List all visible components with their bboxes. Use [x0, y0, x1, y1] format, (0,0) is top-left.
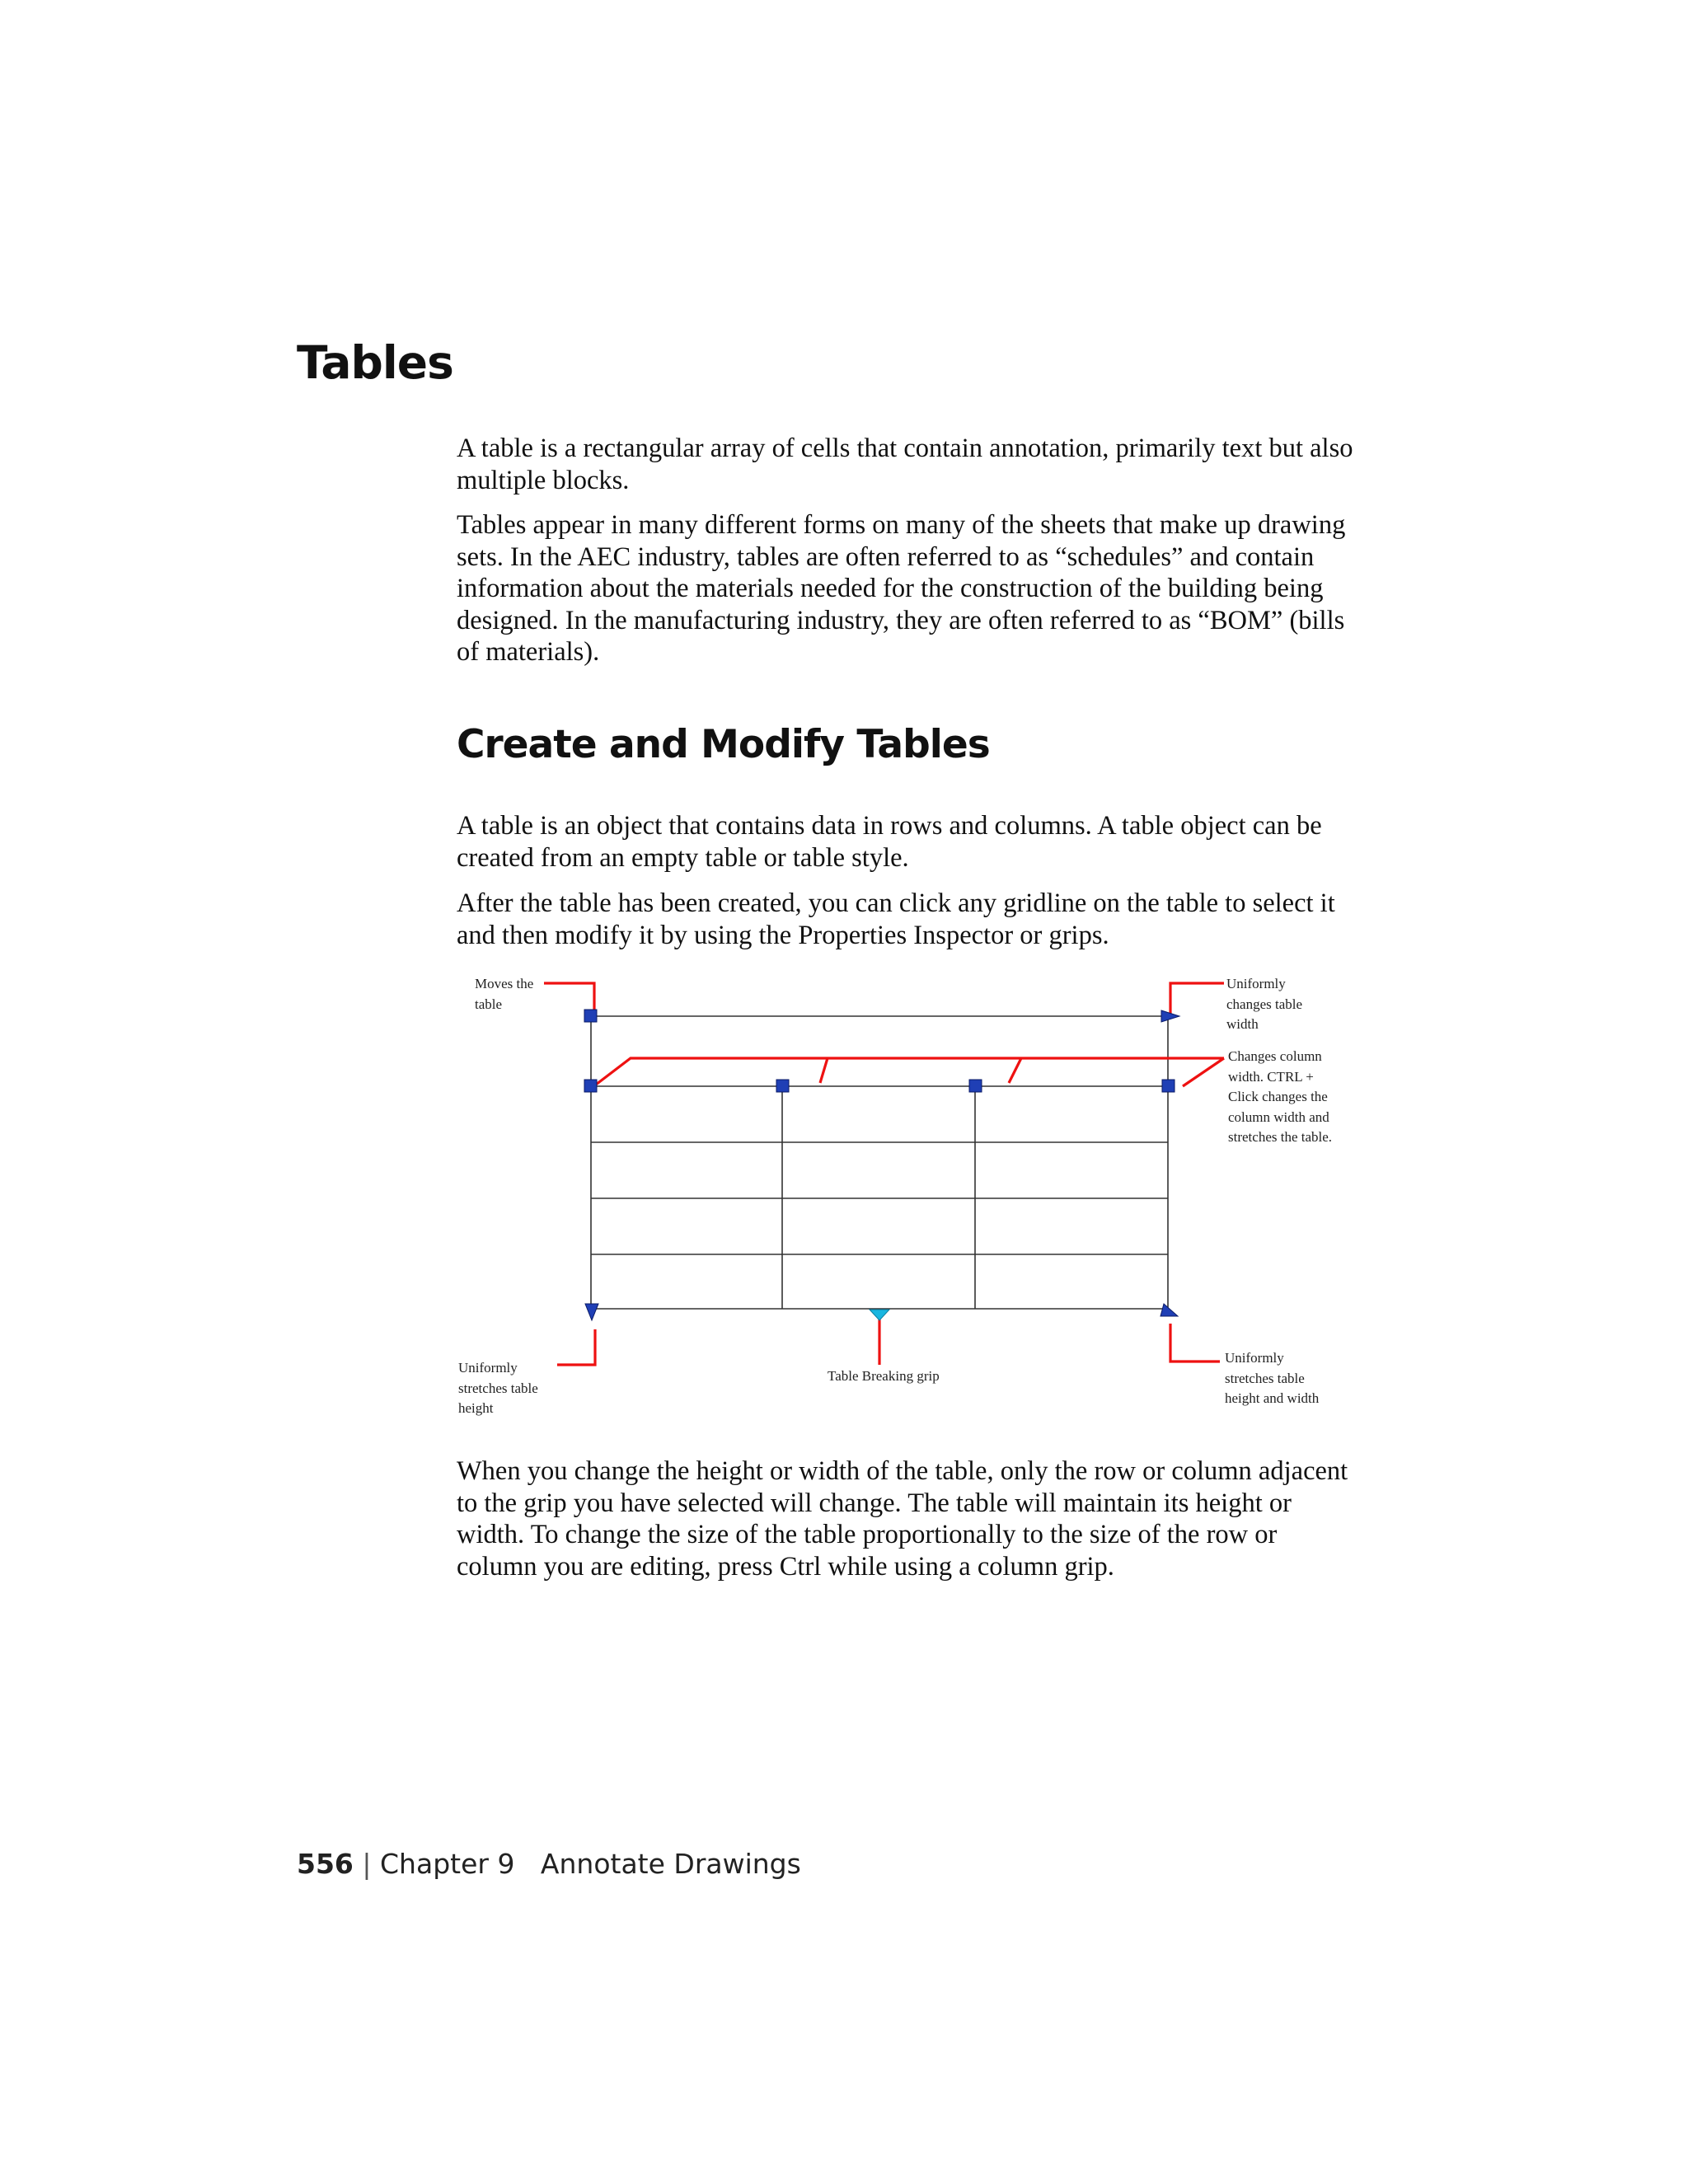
- leader-uniform-width: [1170, 983, 1224, 1014]
- column-grip-icon[interactable]: [584, 1080, 597, 1092]
- table-grips-figure: [445, 964, 1368, 1434]
- intro-paragraph-1: A table is a rectangular array of cells that contain annotation, primarily text but also multiple blocks.: [457, 434, 1353, 495]
- callout-column-width: Changes column width. CTRL + Click changes the column width and stretches the table.: [1228, 1048, 1333, 1145]
- column-grip-icon[interactable]: [1162, 1080, 1175, 1092]
- table-breaking-grip-icon[interactable]: [870, 1310, 889, 1320]
- callout-uniform-height-width: Uniformly stretches table height and width: [1225, 1350, 1320, 1406]
- callout-uniform-width: Uniformly changes table width: [1226, 976, 1303, 1032]
- section-paragraph-1: A table is an object that contains data in rows and columns. A table object can be created from an empty table or table style.: [457, 811, 1322, 873]
- closing-paragraph: When you change the height or width of the table, only the row or column adjacent to the grip you have selected will change. The table will maintain its height or width. To change the size of the table proportionally to the size of the row or column you are editing, press Ctrl while using a column grip.: [457, 1456, 1348, 1582]
- chapter-title: Annotate Drawings: [540, 1848, 801, 1880]
- callout-leaders: [544, 983, 1224, 1365]
- section-paragraph-2: After the table has been created, you can click any gridline on the table to select it and then modify it by using the Properties Inspector or grips.: [457, 888, 1335, 950]
- column-grip-icon[interactable]: [969, 1080, 982, 1092]
- intro-paragraph-2: Tables appear in many different forms on many of the sheets that make up drawing sets. In the AEC industry, tables are often referred to as “schedules” and contain information about the materials needed for the construction of the building being designed. In the manufacturing industry, they are often referred to as “BOM” (bills of materials).: [457, 510, 1346, 667]
- leader-column-width-3: [1009, 1058, 1021, 1083]
- column-grip-icon[interactable]: [776, 1080, 789, 1092]
- callout-moves-table: Moves the table: [475, 976, 534, 1012]
- chapter-label: Chapter 9: [380, 1848, 515, 1880]
- move-grip-icon[interactable]: [584, 1010, 597, 1022]
- section-heading: Create and Modify Tables: [457, 722, 990, 767]
- page-number: 556: [297, 1848, 354, 1880]
- leader-uniform-height: [557, 1329, 595, 1365]
- leader-moves-table: [544, 983, 594, 1014]
- footer-separator: |: [362, 1848, 372, 1880]
- leader-column-width: [596, 1058, 1224, 1085]
- page-heading: Tables: [297, 336, 453, 389]
- height-width-grip-arrow-icon[interactable]: [1160, 1304, 1178, 1316]
- table-gridlines: [591, 1016, 1168, 1309]
- leader-uniform-height-width: [1170, 1324, 1220, 1361]
- leader-column-width-2: [820, 1058, 828, 1083]
- callout-table-breaking: Table Breaking grip: [828, 1368, 940, 1384]
- page-footer: [297, 1848, 801, 1881]
- leader-column-width-4: [1183, 1058, 1224, 1086]
- table-grips: [584, 1010, 1179, 1320]
- height-grip-arrow-icon[interactable]: [585, 1304, 598, 1320]
- callout-uniform-height: Uniformly stretches table height: [458, 1360, 538, 1416]
